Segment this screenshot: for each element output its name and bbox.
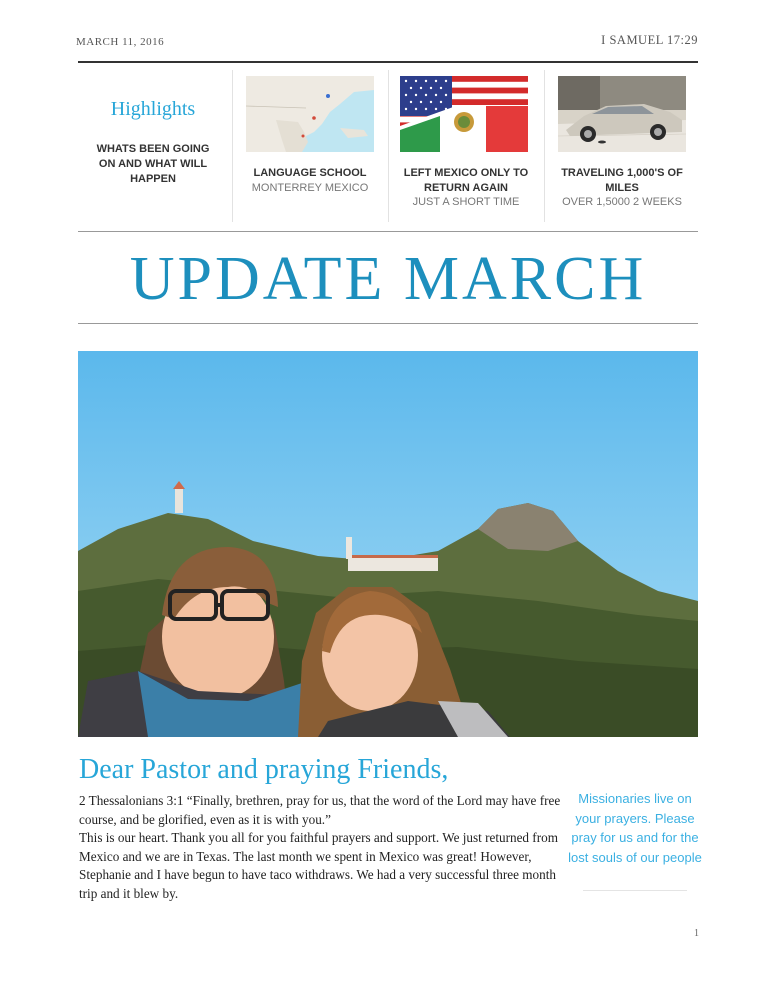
highlight-title: LANGUAGE SCHOOL <box>253 167 367 179</box>
highlight-subtitle: OVER 1,5000 2 WEEKS <box>562 196 682 208</box>
highlights-title: Highlights <box>110 98 196 120</box>
letter-body <box>79 792 564 904</box>
strip-divider <box>388 70 389 222</box>
sidebar-rule <box>583 890 687 891</box>
highlight-subtitle: JUST A SHORT TIME <box>412 196 520 208</box>
highlight-title: LEFT MEXICO ONLY TO RETURN AGAIN <box>403 167 529 194</box>
highlight-item-left-mexico <box>390 66 542 228</box>
letter-greeting: Dear Pastor and praying Friends, <box>79 754 449 785</box>
couple-mountain-photo <box>78 351 698 737</box>
highlights-intro <box>78 66 228 228</box>
highlight-item-traveling <box>546 66 698 228</box>
strip-divider <box>232 70 233 222</box>
letter-paragraph: 2 Thessalonians 3:1 “Finally, brethren, pray for us, that the word of the Lord may have free course, and be glorified, even as it is with you.” <box>79 793 561 827</box>
section-rule <box>78 323 698 324</box>
highlight-title: TRAVELING 1,000'S OF MILES <box>561 167 683 194</box>
map-thumbnail <box>246 76 374 152</box>
page-number: 1 <box>694 928 699 939</box>
highlight-subtitle: MONTERREY MEXICO <box>251 182 369 194</box>
section-rule <box>78 231 698 232</box>
sidebar-quote: Missionaries live on your prayers. Please pray for us and for the lost souls of our people <box>568 791 702 865</box>
top-rule <box>78 61 698 63</box>
highlight-item-language-school <box>234 66 386 228</box>
highlights-subtitle: WHATS BEEN GOING ON AND WHAT WILL HAPPEN <box>96 143 210 185</box>
highlights-strip <box>78 66 698 228</box>
header-date: MARCH 11, 2016 <box>76 36 165 48</box>
flags-thumbnail <box>400 76 528 152</box>
strip-divider <box>544 70 545 222</box>
main-title: UPDATE MARCH <box>129 245 647 313</box>
car-thumbnail <box>558 76 686 152</box>
letter-paragraph: This is our heart. Thank you all for you faithful prayers and support. We just returned from Mexico and we are in Texas. The last month we spent in Mexico was great! However, Stephanie and I have begun to have taco withdraws. We had a very successful three month trip and it blew by. <box>79 830 558 901</box>
header-verse-reference: I SAMUEL 17:29 <box>601 33 698 47</box>
